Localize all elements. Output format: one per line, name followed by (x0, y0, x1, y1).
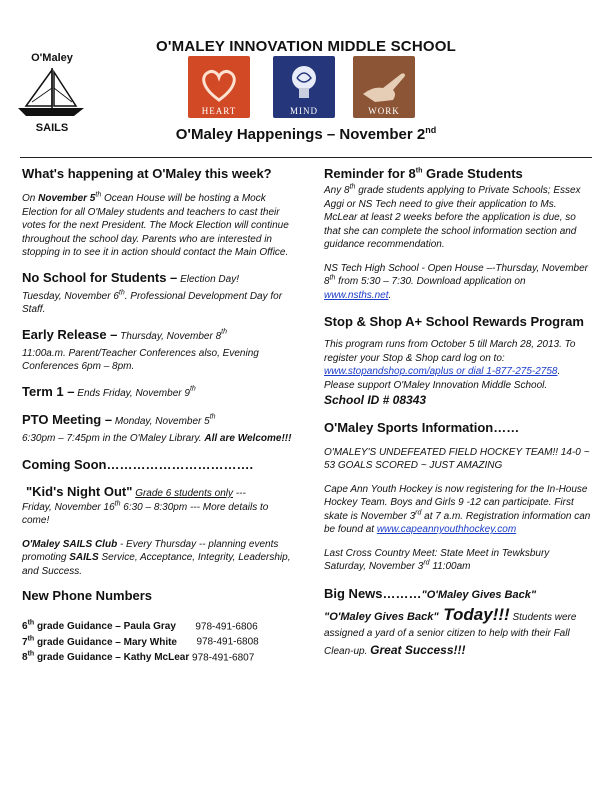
phone-row: 8th grade Guidance – Kathy McLear 978-491-6807 (22, 650, 255, 663)
reminder-heading: Reminder for 8th Grade Students (324, 166, 523, 181)
sailboat-logo-icon (12, 62, 92, 120)
cross-country-text: Last Cross Country Meet: State Meet in Tewksbury Saturday, November 3rd 11:00am (324, 547, 550, 572)
left-column (22, 166, 294, 664)
open-house-text: NS Tech High School - Open House –-Thursday, November 8th from 5:30 – 7:30. Download application on www.nsths.net. (324, 262, 589, 301)
pto-heading: PTO Meeting – Monday, November 5th (22, 411, 216, 427)
mind-label: MIND (290, 106, 318, 116)
nsths-link[interactable]: www.nsths.net (324, 289, 389, 301)
no-school-text: Tuesday, November 6th. Professional Development Day for Staff. (22, 289, 283, 315)
phone-row: 7th grade Guidance – Mary White 978-491-6808 (22, 635, 259, 648)
sports-heading: O'Maley Sports Information…… (324, 419, 520, 435)
pto-text: 6:30pm – 7:45pm in the O'Maley Library. All are Welcome!!! (22, 432, 292, 444)
work-label: WORK (368, 106, 400, 116)
reminder-text: Any 8th grade students applying to Private Schools; Essex Aggi or NS Tech need to give their application to Ms. McLear at least 2 weeks before the application is due, so that she can complete the school information section and guidance recommendation. (324, 183, 581, 250)
logo-sails: SAILS (35, 122, 69, 134)
term-heading: Term 1 – Ends Friday, November 9th (22, 383, 196, 399)
early-release-text: 11:00a.m. Parent/Teacher Conferences also, Evening Conferences 6pm – 8pm. (22, 347, 259, 372)
early-release-heading: Early Release – Thursday, November 8th (22, 326, 227, 342)
mock-election-text: On November 5th Ocean House will be hosting a Mock Election for all O'Maley students and teachers to cast their votes for the next President. The Mock Election will continue throughout the school day. Parents who are interested in stopping in to see it in action should contact the Main Office. (22, 191, 289, 258)
field-hockey-text: O'MALEY'S UNDEFEATED FIELD HOCKEY TEAM!! 14-0 ~ 53 GOALS SCORED ~ JUST AMAZING (324, 446, 590, 471)
stop-shop-text: This program runs from October 5 till March 28, 2013. To register your Stop & Shop card log on to: www.stopandshop.com/aplus or dial 1-877-275-2758. Please support O'Maley Innovation Middle School. (324, 339, 576, 391)
heart-image (188, 56, 250, 118)
heart-label: HEART (201, 106, 237, 116)
title-divider (20, 157, 592, 158)
this-week-heading: What's happening at O'Maley this week? (22, 166, 272, 181)
no-school-heading: No School for Students – Election Day! (22, 269, 239, 285)
mind-image (273, 56, 335, 118)
work-image (353, 56, 415, 118)
newsletter-title: O'Maley Happenings – November 2nd (175, 125, 437, 143)
gives-back-text: "O'Maley Gives Back" Today!!! Students were assigned a yard of a senior citizen to help with their Fall Clean-up. Great Success!!! (324, 604, 577, 657)
right-column (324, 166, 592, 660)
phone-row: 6th grade Guidance – Paula Gray 978-491-6806 (22, 620, 258, 633)
stop-shop-link[interactable]: www.stopandshop.com/aplus or dial 1-877-275-2758 (324, 366, 558, 377)
school-id: School ID # 08343 (324, 393, 427, 407)
stop-shop-heading: Stop & Shop A+ School Rewards Program (324, 314, 584, 329)
big-news-heading: Big News………"O'Maley Gives Back" (324, 585, 537, 601)
school-name: O'MALEY INNOVATION MIDDLE SCHOOL (156, 38, 456, 55)
sails-club-text: O'Maley SAILS Club - Every Thursday -- planning events promoting SAILS Service, Acceptance, Integrity, Leadership, and Success. (22, 538, 291, 577)
youth-hockey-text: Cape Ann Youth Hockey is now registering for the In-House Hockey Team. Boys and Girls 9 -12 can participate. First skate is November 3rd at 7 a.m. Registration information can be found at www.capeannyouthhockey.com (324, 483, 591, 535)
logo-name: O'Maley (31, 52, 73, 64)
kids-night-date: Friday, November 16th 6:30 – 8:30pm --- More details to come! (22, 500, 269, 526)
youth-hockey-link[interactable]: www.capeannyouthhockey.com (376, 524, 517, 535)
kids-night-text: "Kid's Night Out" Grade 6 students only --- (26, 484, 246, 499)
coming-soon-heading: Coming Soon……………………………. (22, 457, 254, 472)
phone-numbers-heading: New Phone Numbers (22, 588, 153, 603)
